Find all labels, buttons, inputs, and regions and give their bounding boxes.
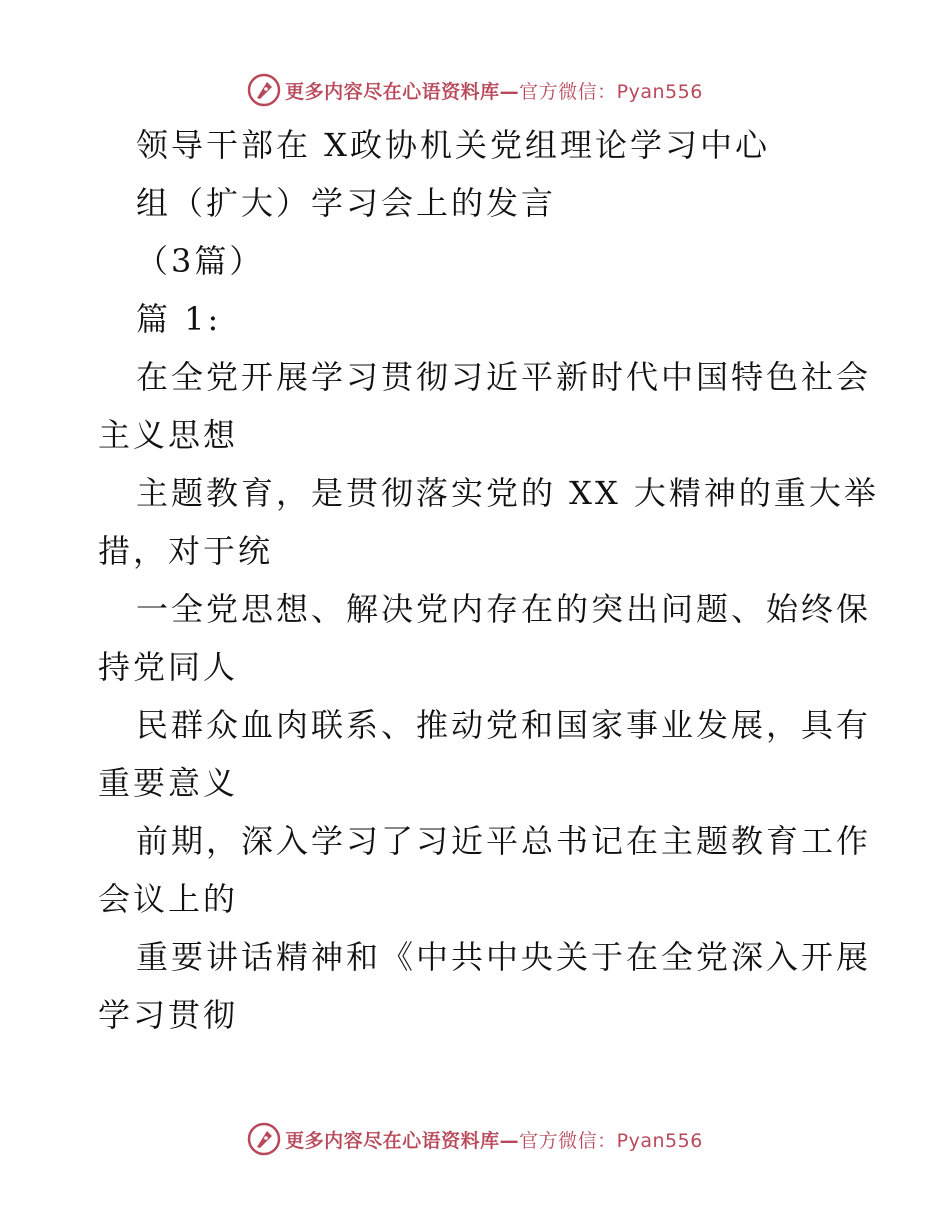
banner-wechat: 官方微信：Pyan556 [519, 1129, 703, 1152]
text-line: 重要意义 [98, 764, 239, 802]
document-title-line: 领导干部在 X政协机关党组理论学习中心 [136, 126, 770, 164]
header-banner [0, 68, 950, 112]
text-line: 篇 1: [136, 300, 222, 338]
banner-text: 更多内容尽在心语资料库—官方微信：Pyan556 [285, 1129, 703, 1152]
text-line: 民群众血肉联系、推动党和国家事业发展，具有 [136, 706, 872, 744]
text-line: 重要讲话精神和《中共中央关于在全党深入开展 [136, 938, 872, 976]
text-line: 组（扩大）学习会上的发言 [136, 184, 557, 222]
footer-banner [0, 1117, 950, 1161]
text-line: （3篇） [136, 242, 265, 280]
text-line: 一全党思想、解决党内存在的突出问题、始终保 [136, 590, 872, 628]
text-line: 措，对于统 [98, 532, 274, 570]
pen-nib-logo-icon [247, 73, 281, 107]
document-body [98, 116, 879, 1044]
text-line: 主义思想 [98, 416, 239, 454]
pen-nib-logo-icon [247, 1122, 281, 1156]
text-line: 主题教育，是贯彻落实党的 XX 大精神的重大举 [136, 474, 879, 512]
banner-text: 更多内容尽在心语资料库—官方微信：Pyan556 [285, 80, 703, 103]
text-line: 前期，深入学习了习近平总书记在主题教育工作 [136, 822, 872, 860]
banner-wechat: 官方微信：Pyan556 [519, 80, 703, 103]
text-line: 学习贯彻 [98, 996, 239, 1034]
text-line: 持党同人 [98, 648, 239, 686]
text-line: 在全党开展学习贯彻习近平新时代中国特色社会 [136, 358, 872, 396]
text-line: 会议上的 [98, 880, 239, 918]
